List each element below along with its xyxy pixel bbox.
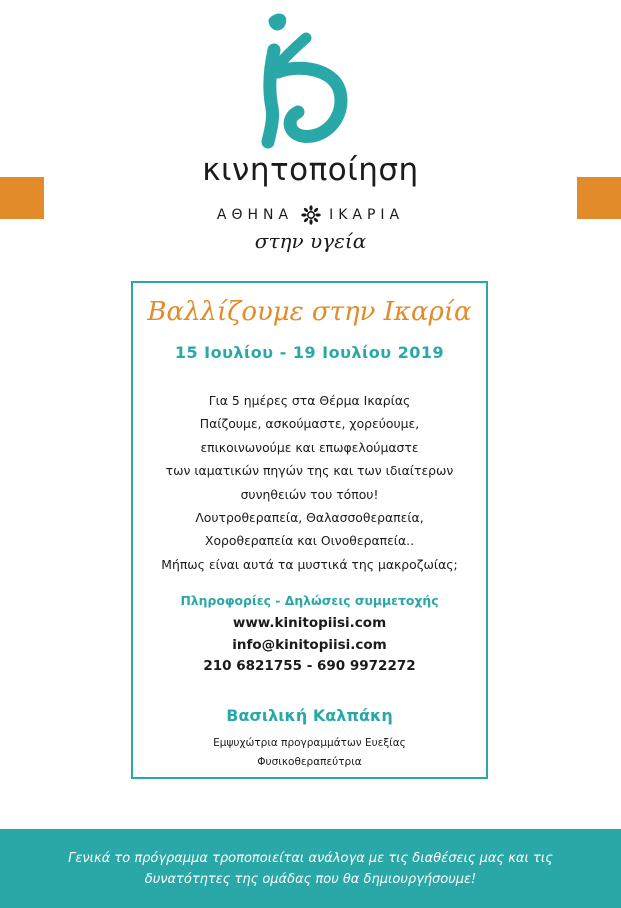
description-line: Λουτροθεραπεία, Θαλασσοθεραπεία,: [195, 510, 424, 526]
person-role: Εμψυχώτρια προγραμμάτων Ευεξίας: [213, 737, 406, 749]
footer-line: δυνατότητες της ομάδας που θα δημιουργήσουμε!: [144, 871, 477, 887]
city-ikaria: ΙΚΑΡΙΑ: [329, 207, 405, 223]
description-line: των ιαματικών πηγών της και των ιδιαίτερων: [165, 463, 454, 479]
description-line: επικοινωνούμε και επωφελούμαστε: [200, 439, 419, 455]
flower-icon: [301, 205, 321, 225]
brand-cities: [0, 205, 621, 225]
brand-tagline: στην υγεία: [254, 229, 367, 253]
contact-heading: Πληροφορίες - Δηλώσεις συμμετοχής: [180, 593, 439, 608]
event-title: Βαλλίζουμε στην Ικαρία: [147, 297, 472, 327]
event-dates: 15 Ιουλίου - 19 Ιουλίου 2019: [174, 343, 445, 362]
description-line: Παίζουμε, ασκούμαστε, χορεύουμε,: [199, 416, 420, 432]
city-athens: ΑΘΗΝΑ: [216, 207, 294, 223]
description-line: Για 5 ημέρες στα Θέρμα Ικαρίας: [208, 393, 411, 408]
website-link[interactable]: www.kinitopiisi.com: [232, 615, 387, 631]
event-description: [133, 389, 486, 576]
person-name: Βασιλική Καλπάκη: [226, 706, 393, 725]
person-roles: [133, 734, 486, 772]
description-line: Μήπως είναι αυτά τα μυστικά της μακροζωίας;: [161, 556, 458, 572]
phone-numbers: 210 6821755 - 690 9972272: [203, 658, 416, 674]
ki-monogram-logo: [248, 8, 358, 152]
description-line: Χοροθεραπεία και Οινοθεραπεία..: [204, 533, 415, 549]
event-info-box: [131, 281, 488, 779]
footer-banner: [0, 829, 621, 908]
brand-name: κινητοποίηση: [202, 152, 419, 188]
description-line: συνηθειών του τόπου!: [240, 486, 379, 502]
contact-details: [133, 613, 486, 678]
person-role: Φυσικοθεραπεύτρια: [257, 756, 362, 768]
email-link[interactable]: info@kinitopiisi.com: [232, 636, 387, 653]
footer-line: Γενικά το πρόγραμμα τροποποιείται ανάλογα με τις διαθέσεις μας και τις: [68, 850, 553, 866]
